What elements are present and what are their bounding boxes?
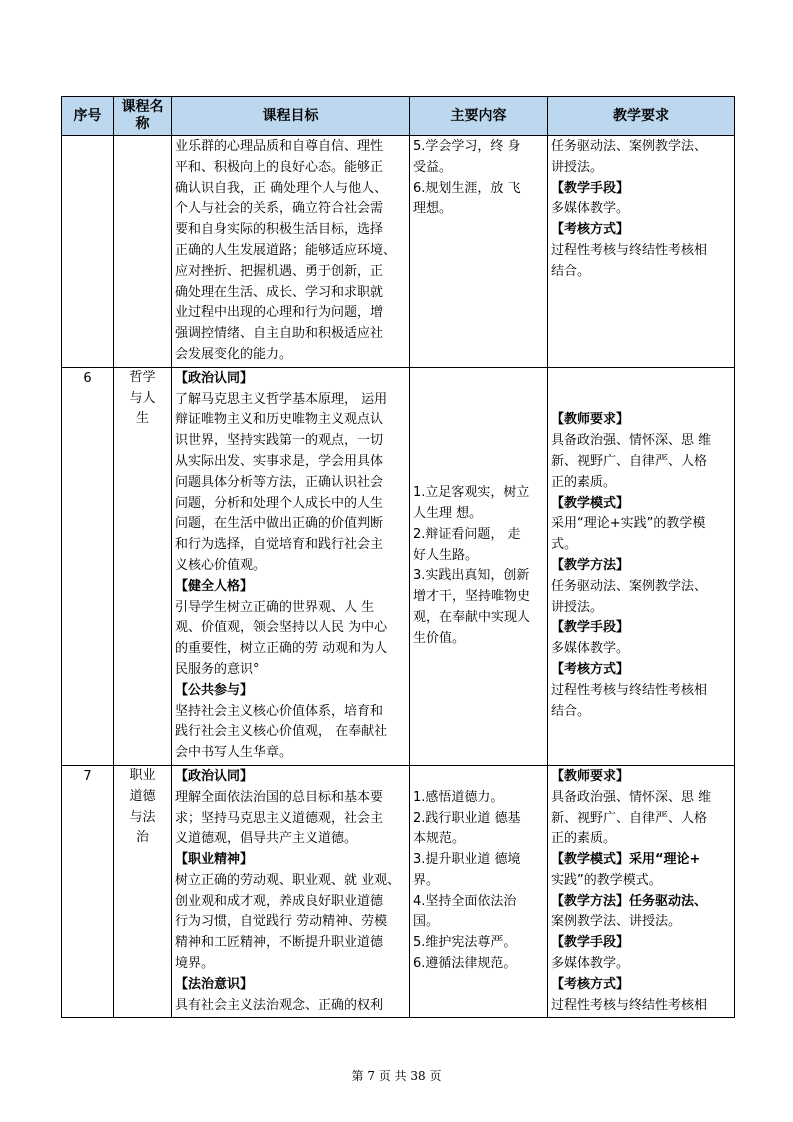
requirement-line: 新、视野广、自律严、人格 bbox=[551, 810, 708, 826]
content-line: 生价值。 bbox=[413, 630, 466, 646]
content-line: 受益。 bbox=[413, 159, 453, 175]
goal-line: 确认识自我，正 确处理个人与他人、 bbox=[175, 180, 388, 196]
goal-line: 具有社会主义法治观念、正确的权利 bbox=[175, 997, 384, 1013]
goal-line: 引导学生树立正确的世界观、人 生 bbox=[175, 599, 375, 615]
goal-line: 义道德观，倡导共产主义道德。 bbox=[175, 831, 358, 847]
course-goals-cell bbox=[172, 136, 410, 368]
goal-line: 问题具体分析等方法，正确认识社会 bbox=[175, 474, 384, 490]
teaching-requirements-cell bbox=[548, 136, 735, 368]
requirement-line: 案例教学法、讲授法。 bbox=[551, 914, 682, 930]
content-line: 6.遵循法律规范。 bbox=[413, 956, 517, 972]
requirement-heading: 【教学手段】 bbox=[551, 935, 630, 951]
header-course-goals: 课程目标 bbox=[172, 97, 410, 136]
goal-line: 求；坚持马克思主义道德观，社会主 bbox=[175, 810, 384, 826]
goal-line: 应对挫折、把握机遇、勇于创新，正 bbox=[175, 263, 384, 279]
main-content-cell bbox=[410, 367, 548, 765]
goal-line: 问题，分析和处理个人成长中的人生 bbox=[175, 495, 384, 511]
goal-line: 问题，在生活中做出正确的价值判断 bbox=[175, 516, 384, 532]
course-name: 职业道德与法治 bbox=[114, 765, 172, 1018]
requirement-line: 讲授法。 bbox=[551, 159, 604, 175]
goal-line: 要和自身实际的积极生活目标，选择 bbox=[175, 222, 384, 238]
requirement-heading: 【考核方式】 bbox=[551, 976, 630, 992]
content-line: 观，在奉献中实现人 bbox=[413, 609, 531, 625]
goal-line: 业乐群的心理品质和自尊自信、理性 bbox=[175, 139, 384, 154]
goal-line: 树立正确的劳动观、职业观、就 业观、 bbox=[175, 872, 401, 888]
requirement-heading: 【教学手段】 bbox=[551, 620, 630, 636]
goal-line: 确处理在生活、成长、学习和求职就 bbox=[175, 284, 384, 300]
goal-line: 强调控情绪、自主自助和积极适应社 bbox=[175, 326, 384, 342]
course-goals-cell bbox=[172, 367, 410, 765]
requirement-line: 结合。 bbox=[551, 263, 591, 279]
row-number: 6 bbox=[62, 367, 114, 765]
content-line: 好人生路。 bbox=[413, 547, 479, 563]
requirement-heading: 【考核方式】 bbox=[551, 222, 630, 238]
teaching-requirements-cell bbox=[548, 765, 735, 1018]
course-goals-cell bbox=[172, 765, 410, 1018]
goal-line: 境界。 bbox=[175, 956, 215, 972]
goal-line: 民服务的意识° bbox=[175, 661, 260, 677]
content-line: 5.维护宪法尊严。 bbox=[413, 935, 517, 951]
main-content-cell bbox=[410, 765, 548, 1018]
requirement-heading: 【教师要求】 bbox=[551, 412, 630, 428]
goal-line: 行为习惯，自觉践行 劳动精神、劳模 bbox=[175, 914, 388, 930]
requirement-heading: 【教学手段】 bbox=[551, 180, 630, 196]
course-name bbox=[114, 136, 172, 368]
content-line: 4.坚持全面依法治 bbox=[413, 893, 517, 909]
row-number: 7 bbox=[62, 765, 114, 1018]
requirement-line: 具备政治强、情怀深、思 维 bbox=[551, 789, 712, 805]
requirement-line: 式。 bbox=[551, 537, 578, 553]
content-line: 1.感悟道德力。 bbox=[413, 789, 504, 805]
requirement-line: 任务驱动法、案例教学法、 bbox=[551, 578, 708, 594]
goal-heading: 【法治意识】 bbox=[175, 976, 254, 992]
goal-line: 会中书写人生华章。 bbox=[175, 745, 293, 761]
goal-line: 观、价值观，领会坚持以人民 为中心 bbox=[175, 620, 388, 636]
requirement-line: 多媒体教学。 bbox=[551, 956, 630, 972]
content-line: 5.学会学习，终 身 bbox=[413, 139, 521, 154]
goal-line: 的重要性，树立正确的劳 动观和为人 bbox=[175, 641, 388, 657]
goal-heading: 【政治认同】 bbox=[175, 768, 254, 784]
requirement-line: 结合。 bbox=[551, 703, 591, 719]
goal-line: 识世界，坚持实践第一的观点，一切 bbox=[175, 433, 384, 449]
main-content-cell bbox=[410, 136, 548, 368]
goal-line: 和行为选择，自觉培育和践行社会主 bbox=[175, 537, 384, 553]
content-line: 国。 bbox=[413, 914, 440, 930]
goal-line: 了解马克思主义哲学基本原理， 运用 bbox=[175, 391, 388, 407]
requirement-line: 采用“理论+实践”的教学模 bbox=[551, 516, 706, 532]
goal-heading: 【健全人格】 bbox=[175, 578, 254, 594]
goal-line: 精神和工匠精神，不断提升职业道德 bbox=[175, 935, 384, 951]
requirement-line: 多媒体教学。 bbox=[551, 201, 630, 217]
header-no: 序号 bbox=[62, 97, 114, 136]
requirement-line: 正的素质。 bbox=[551, 474, 617, 490]
goal-line: 会发展变化的能力。 bbox=[175, 346, 293, 362]
content-line: 2.践行职业道 德基 bbox=[413, 810, 521, 826]
content-line: 6.规划生涯，放 飞 bbox=[413, 180, 521, 196]
table-row bbox=[62, 765, 735, 1018]
goal-line: 从实际出发、实事求是，学会用具体 bbox=[175, 453, 384, 469]
table-row bbox=[62, 367, 735, 765]
page-footer: 第 7 页 共 38 页 bbox=[351, 1069, 442, 1083]
header-row bbox=[62, 97, 735, 136]
requirement-heading: 【教学方法】任务驱动法、 bbox=[551, 893, 708, 909]
content-line: 3.提升职业道 德境 bbox=[413, 852, 521, 868]
requirement-line: 过程性考核与终结性考核相 bbox=[551, 997, 708, 1013]
goal-line: 正确的人生发展道路；能够适应环境、 bbox=[175, 242, 397, 258]
content-line: 3.实践出真知，创新 bbox=[413, 568, 530, 584]
goal-heading: 【政治认同】 bbox=[175, 370, 254, 386]
requirement-line: 具备政治强、情怀深、思 维 bbox=[551, 433, 712, 449]
requirement-heading: 【教学方法】 bbox=[551, 557, 630, 573]
goal-line: 坚持社会主义核心价值体系，培育和 bbox=[175, 703, 384, 719]
requirement-heading: 【教学模式】 bbox=[551, 495, 630, 511]
content-line: 人生理 想。 bbox=[413, 505, 483, 521]
requirement-line: 多媒体教学。 bbox=[551, 641, 630, 657]
course-name: 哲学与人生 bbox=[114, 367, 172, 765]
requirement-heading: 【教师要求】 bbox=[551, 768, 630, 784]
goal-heading: 【职业精神】 bbox=[175, 852, 254, 868]
requirement-line: 新、视野广、自律严、人格 bbox=[551, 453, 708, 469]
goal-line: 业过程中出现的心理和行为问题，增 bbox=[175, 305, 384, 321]
requirement-line: 任务驱动法、案例教学法、 bbox=[551, 139, 708, 154]
requirement-line: 正的素质。 bbox=[551, 831, 617, 847]
requirement-line: 过程性考核与终结性考核相 bbox=[551, 242, 708, 258]
goal-line: 辩证唯物主义和历史唯物主义观点认 bbox=[175, 412, 384, 428]
content-line: 界。 bbox=[413, 872, 440, 888]
requirement-heading: 【教学模式】采用“理论+ bbox=[551, 852, 701, 868]
requirement-line: 讲授法。 bbox=[551, 599, 604, 615]
header-teaching-requirements: 教学要求 bbox=[548, 97, 735, 136]
content-line: 增才干，坚持唯物史 bbox=[413, 589, 531, 605]
goal-line: 理解全面依法治国的总目标和基本要 bbox=[175, 789, 384, 805]
content-line: 1.立足客观实，树立 bbox=[413, 485, 530, 501]
goal-line: 个人与社会的关系，确立符合社会需 bbox=[175, 201, 384, 217]
goal-heading: 【公共参与】 bbox=[175, 682, 254, 698]
content-line: 2.辩证看问题， 走 bbox=[413, 526, 521, 542]
goal-line: 平和、积极向上的良好心态。能够正 bbox=[175, 159, 384, 175]
requirement-heading: 【考核方式】 bbox=[551, 661, 630, 677]
table-row bbox=[62, 136, 735, 368]
content-line: 本规范。 bbox=[413, 831, 466, 847]
goal-line: 创业观和成才观，养成良好职业道德 bbox=[175, 893, 384, 909]
header-main-content: 主要内容 bbox=[410, 97, 548, 136]
content-line: 理想。 bbox=[413, 201, 453, 217]
requirement-line: 实践”的教学模式。 bbox=[551, 872, 662, 888]
row-number bbox=[62, 136, 114, 368]
course-table bbox=[61, 96, 735, 1018]
requirement-line: 过程性考核与终结性考核相 bbox=[551, 682, 708, 698]
goal-line: 义核心价值观。 bbox=[175, 557, 267, 573]
header-course-name: 课程名称 bbox=[114, 97, 172, 136]
goal-line: 践行社会主义核心价值观， 在奉献社 bbox=[175, 724, 388, 740]
teaching-requirements-cell bbox=[548, 367, 735, 765]
